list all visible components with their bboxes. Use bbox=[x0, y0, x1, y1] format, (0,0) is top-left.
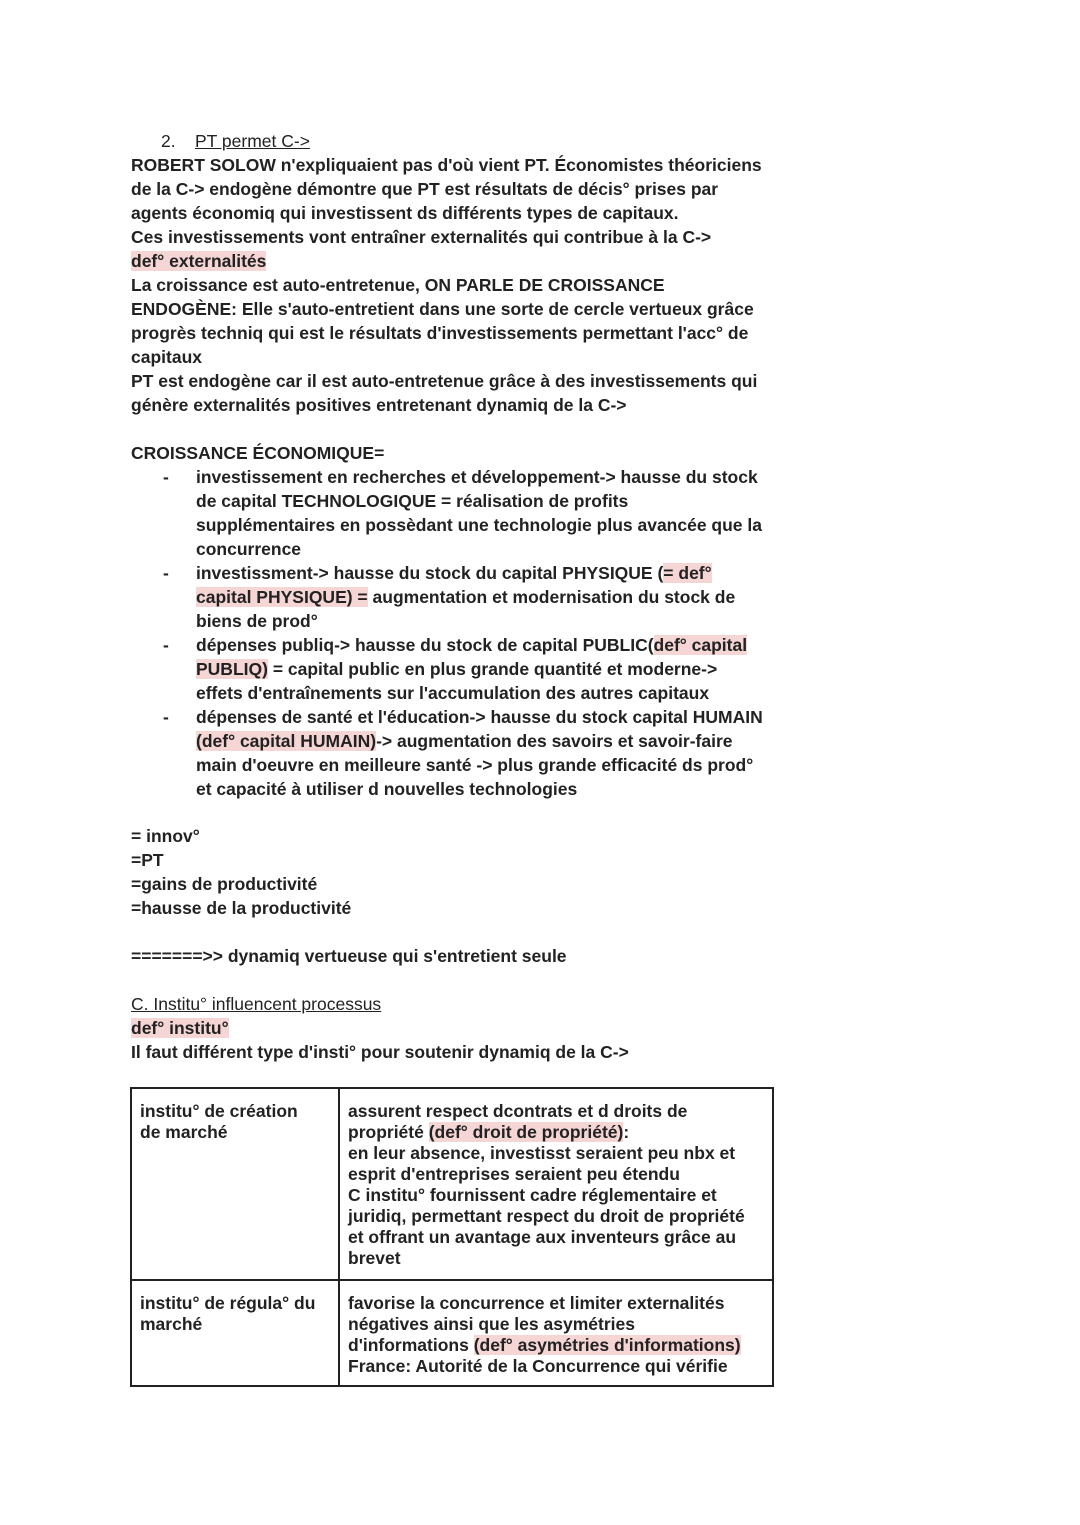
cell-text: institu° de régula° du bbox=[140, 1293, 316, 1313]
equality-line: = innov° bbox=[131, 826, 200, 846]
bullet-line bbox=[196, 586, 735, 608]
bullet-line: supplémentaires en possèdant une technologie plus avancée que la bbox=[196, 515, 762, 535]
para1-line: de la C-> endogène démontre que PT est résultats de décis° prises par bbox=[131, 179, 719, 199]
cell-text: C institu° fournissent cadre réglementaire et bbox=[348, 1185, 717, 1205]
para2-line: progrès techniq qui est le résultats d'investissements permettant l'acc° de bbox=[131, 323, 749, 343]
definition-highlight: PUBLIQ) bbox=[196, 659, 268, 679]
table-cell-left bbox=[131, 1088, 339, 1280]
bullet-line: effets d'entraînements sur l'accumulation des autres capitaux bbox=[196, 683, 710, 703]
bullet-line: concurrence bbox=[196, 539, 302, 559]
def-institu bbox=[131, 1017, 229, 1039]
definition-highlight: def° externalités bbox=[131, 251, 267, 271]
section-number: 2. bbox=[161, 131, 176, 151]
cell-text-part: propriété bbox=[348, 1122, 429, 1142]
bullet-line bbox=[196, 658, 717, 680]
conclusion-line: =======>> dynamiq vertueuse qui s'entretient seule bbox=[131, 946, 567, 966]
definition-highlight: def° institu° bbox=[131, 1018, 229, 1038]
insti-line: Il faut différent type d'insti° pour soutenir dynamiq de la C-> bbox=[131, 1042, 629, 1062]
cell-text: et offrant un avantage aux inventeurs grâce au bbox=[348, 1227, 737, 1247]
bullet-line bbox=[196, 730, 733, 752]
bullet-text: = capital public en plus grande quantité et moderne-> bbox=[267, 659, 718, 679]
equality-line: =PT bbox=[131, 850, 164, 870]
definition-highlight: = def° bbox=[663, 563, 712, 583]
table-cell-right bbox=[339, 1088, 773, 1280]
para2-line: ENDOGÈNE: Elle s'auto-entretient dans une sorte de cercle vertueux grâce bbox=[131, 299, 754, 319]
cell-text: assurent respect dcontrats et d droits de bbox=[348, 1101, 688, 1121]
bullet-text: augmentation et modernisation du stock de bbox=[367, 587, 736, 607]
bullet-dash: - bbox=[163, 707, 169, 727]
bullet-line: biens de prod° bbox=[196, 611, 318, 631]
definition-highlight: (def° capital HUMAIN) bbox=[196, 731, 377, 751]
bullet-line: et capacité à utiliser d nouvelles technologies bbox=[196, 779, 578, 799]
table-cell-right bbox=[339, 1280, 773, 1386]
table-row bbox=[131, 1088, 773, 1280]
definition-highlight: (def° asymétries d'informations) bbox=[473, 1335, 741, 1355]
definition-highlight: (def° droit de propriété) bbox=[428, 1122, 624, 1142]
def-externalites bbox=[131, 250, 266, 272]
cell-text: institu° de création bbox=[140, 1101, 298, 1121]
para2-line: capitaux bbox=[131, 347, 202, 367]
cell-text: marché bbox=[140, 1314, 203, 1334]
equality-line: =hausse de la productivité bbox=[131, 898, 352, 918]
cell-text: juridiq, permettant respect du droit de propriété bbox=[348, 1206, 745, 1226]
cell-text: en leur absence, investisst seraient peu nbx et bbox=[348, 1143, 736, 1163]
section-c-heading bbox=[131, 993, 381, 1015]
bullet-line bbox=[196, 634, 747, 656]
bullet-line: dépenses de santé et l'éducation-> hausse du stock capital HUMAIN bbox=[196, 707, 763, 727]
para2-line: La croissance est auto-entretenue, ON PARLE DE CROISSANCE bbox=[131, 275, 665, 295]
bullet-text: dépenses publiq-> hausse du stock de capital PUBLIC( bbox=[196, 635, 654, 655]
definition-highlight: capital PHYSIQUE) = bbox=[196, 587, 368, 607]
cell-text-part: : bbox=[623, 1122, 630, 1142]
para2-line: PT est endogène car il est auto-entretenue grâce à des investissements qui bbox=[131, 371, 758, 391]
bullet-text: investissment-> hausse du stock du capital PHYSIQUE ( bbox=[196, 563, 664, 583]
cell-text: favorise la concurrence et limiter externalités bbox=[348, 1293, 725, 1313]
para1-line: Ces investissements vont entraîner externalités qui contribue à la C-> bbox=[131, 227, 712, 247]
cell-text bbox=[348, 1122, 764, 1143]
bullet-line: de capital TECHNOLOGIQUE = réalisation de profits bbox=[196, 491, 629, 511]
equality-line: =gains de productivité bbox=[131, 874, 318, 894]
definition-highlight: def° capital bbox=[653, 635, 748, 655]
section-heading bbox=[131, 130, 310, 152]
cell-text: France: Autorité de la Concurrence qui vérifie bbox=[348, 1356, 728, 1376]
croissance-title: CROISSANCE ÉCONOMIQUE= bbox=[131, 443, 385, 463]
cell-text-part: d'informations bbox=[348, 1335, 474, 1355]
cell-text: esprit d'entreprises seraient peu étendu bbox=[348, 1164, 680, 1184]
cell-text: brevet bbox=[348, 1248, 401, 1268]
bullet-line: investissement en recherches et développement-> hausse du stock bbox=[196, 467, 758, 487]
para1-line: ROBERT SOLOW n'expliquaient pas d'où vient PT. Économistes théoriciens bbox=[131, 155, 762, 175]
bullet-dash: - bbox=[163, 563, 169, 583]
bullet-text: -> augmentation des savoirs et savoir-faire bbox=[376, 731, 733, 751]
table-cell-left bbox=[131, 1280, 339, 1386]
institutions-table bbox=[130, 1087, 774, 1387]
section-c-title: C. Institu° influencent processus bbox=[131, 994, 382, 1014]
cell-text bbox=[348, 1335, 764, 1356]
cell-text: de marché bbox=[140, 1122, 228, 1142]
para2-line: génère externalités positives entretenant dynamiq de la C-> bbox=[131, 395, 627, 415]
cell-text: négatives ainsi que les asymétries bbox=[348, 1314, 635, 1334]
bullet-line bbox=[196, 562, 712, 584]
bullet-dash: - bbox=[163, 635, 169, 655]
para1-line: agents économiq qui investissent ds différents types de capitaux. bbox=[131, 203, 679, 223]
table-row bbox=[131, 1280, 773, 1386]
bullet-line: main d'oeuvre en meilleure santé -> plus grande efficacité ds prod° bbox=[196, 755, 754, 775]
section-title: PT permet C-> bbox=[195, 131, 310, 151]
bullet-dash: - bbox=[163, 467, 169, 487]
